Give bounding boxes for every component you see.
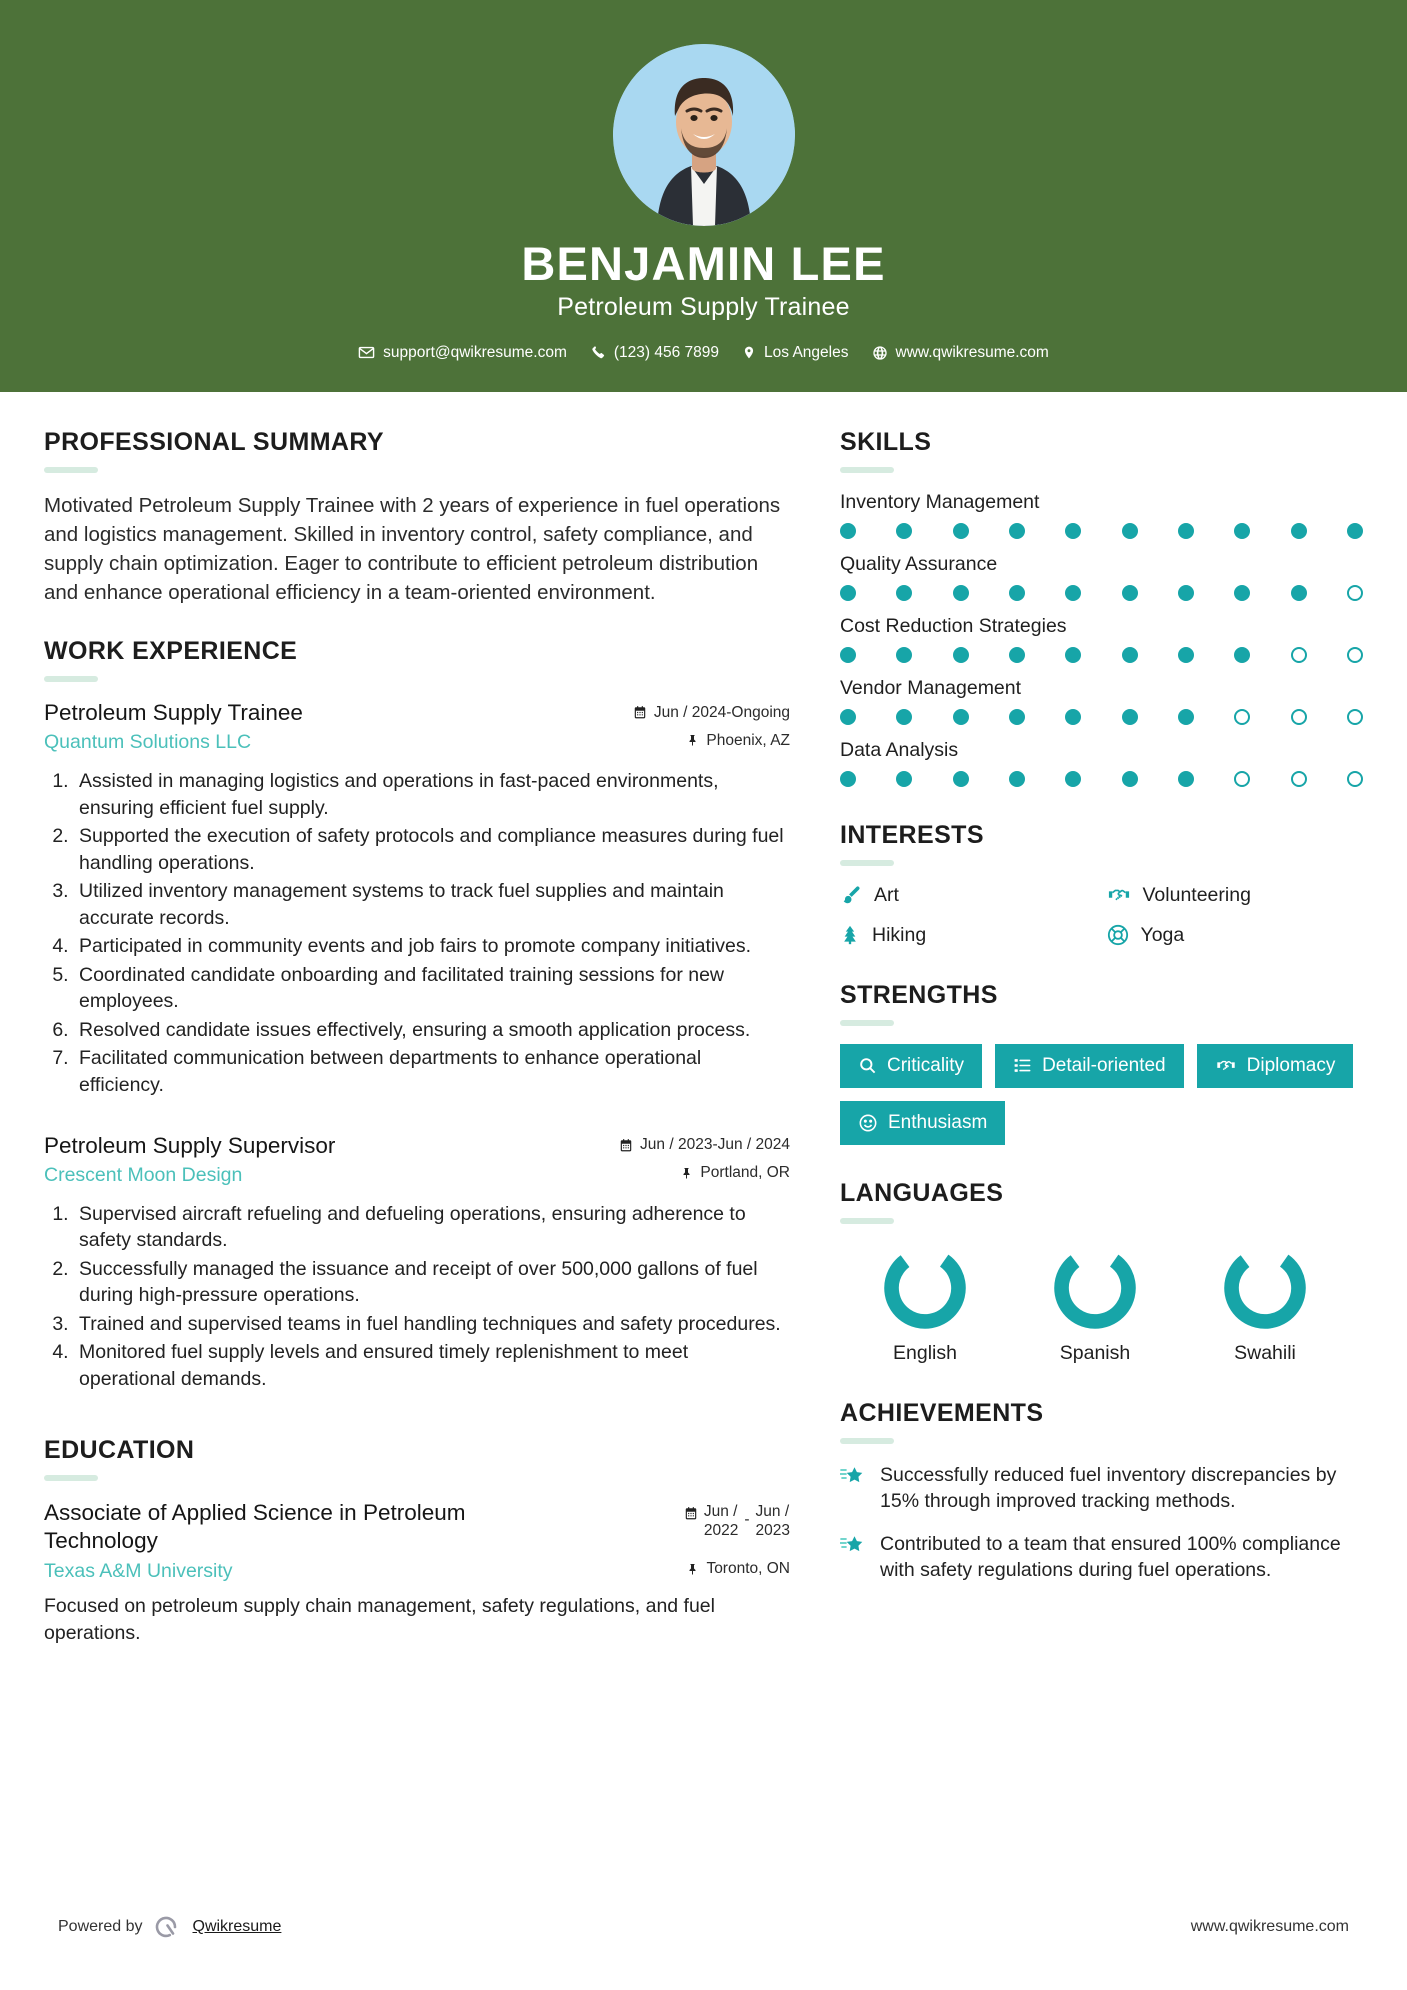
skill-dot-filled: [953, 585, 969, 601]
section-title-achievements: ACHIEVEMENTS: [840, 1398, 1044, 1427]
tree-icon: [840, 924, 860, 946]
job-position: Petroleum Supply Trainee: [44, 700, 303, 726]
section-title-skills: SKILLS: [840, 427, 932, 456]
shooting-star-icon: [840, 1465, 866, 1489]
contact-website-text: www.qwikresume.com: [895, 343, 1049, 361]
job-subtitle: Petroleum Supply Trainee: [557, 292, 850, 321]
job-bullet: 2. Successfully managed the issuance and receipt of over 500,000 gallons of fuel during high-pressure operations.: [74, 1256, 790, 1309]
interest-item: [840, 924, 1097, 947]
skill-dot-filled: [896, 523, 912, 539]
skill-dot-filled: [1122, 647, 1138, 663]
job-dates: [633, 704, 790, 722]
language-name: Spanish: [1059, 1341, 1131, 1364]
experience-item: [44, 700, 790, 1098]
globe-icon: [872, 345, 888, 361]
skill-dot-filled: [1009, 647, 1025, 663]
skill-rating: [840, 771, 1363, 787]
section-strengths: [840, 981, 1363, 1145]
job-location-text: Portland, OR: [700, 1164, 790, 1181]
section-rule: [840, 860, 894, 866]
experience-header-row: [44, 1133, 790, 1159]
job-position: Petroleum Supply Supervisor: [44, 1132, 336, 1158]
calendar-icon: [684, 1506, 698, 1521]
summary-text: Motivated Petroleum Supply Trainee with 2 years of experience in fuel operations and logistics management. Skilled in inventory control, safety compliance, and supply chain optimization. Eager to contribute to efficient petroleum distribution and enhance operational efficiency in a team-oriented environment.: [44, 493, 781, 605]
section-rule: [840, 467, 894, 473]
achievement-text: Successfully reduced fuel inventory discrepancies by 15% through improved tracking methods.: [880, 1463, 1337, 1513]
interest-label: Volunteering: [1142, 883, 1251, 906]
section-title-summary: PROFESSIONAL SUMMARY: [44, 427, 384, 456]
resume-header: [0, 0, 1407, 392]
skill-dot-filled: [1122, 523, 1138, 539]
interest-item: [1107, 884, 1364, 907]
skill-dot-filled: [896, 771, 912, 787]
skill-rating: [840, 585, 1363, 601]
interest-label: Hiking: [872, 923, 927, 946]
section-head: [840, 1179, 1363, 1224]
skill-dot-filled: [1178, 771, 1194, 787]
skill-dot-filled: [1178, 647, 1194, 663]
job-location-text: Phoenix, AZ: [706, 731, 790, 749]
avatar: [613, 44, 795, 226]
interests-grid: [840, 884, 1363, 947]
job-bullet: 6. Resolved candidate issues effectively, ensuring a smooth application process.: [74, 1017, 790, 1044]
education-date-end: [756, 1503, 790, 1541]
section-head: [44, 637, 790, 682]
skill-dot-filled: [953, 771, 969, 787]
education-location-text: Toronto, ON: [706, 1560, 790, 1578]
job-location: [687, 732, 790, 750]
achievement-item: [840, 1462, 1363, 1515]
skill-dot-filled: [1009, 585, 1025, 601]
skill-dot-filled: [1291, 523, 1307, 539]
skill-dot-filled: [896, 709, 912, 725]
job-company: Crescent Moon Design: [44, 1163, 243, 1186]
paintbrush-icon: [840, 884, 862, 906]
skill-name: Inventory Management: [840, 490, 1040, 513]
skill-dot-filled: [1065, 771, 1081, 787]
experience-header-row: [44, 700, 790, 726]
strength-label: Enthusiasm: [888, 1111, 988, 1133]
section-head: [840, 428, 1363, 473]
skill-dot-filled: [1234, 523, 1250, 539]
skill-name: Cost Reduction Strategies: [840, 614, 1067, 637]
skill-dot-filled: [896, 647, 912, 663]
page-footer: [0, 1912, 1407, 1942]
skill-dot-filled: [1065, 709, 1081, 725]
education-date-start-year: 2022: [703, 1522, 739, 1540]
skill-dot-filled: [1009, 709, 1025, 725]
list-icon: [1013, 1056, 1032, 1075]
lifebuoy-icon: [1107, 924, 1129, 946]
education-dates: [684, 1499, 790, 1541]
contact-email[interactable]: [351, 344, 574, 362]
pushpin-icon: [687, 1562, 699, 1577]
language-donut-swahili: [1219, 1242, 1311, 1334]
section-head: [840, 1399, 1363, 1444]
handshake-icon: [1107, 884, 1131, 906]
skill-dot-filled: [896, 585, 912, 601]
interest-item: [840, 884, 1097, 907]
skill-dot-filled: [840, 585, 856, 601]
job-dates-text: Jun / 2024-Ongoing: [653, 703, 790, 721]
skill-dot-filled: [1178, 709, 1194, 725]
education-school: Texas A&M University: [44, 1559, 233, 1582]
job-bullets: [44, 1201, 790, 1393]
skill-dot-filled: [1065, 523, 1081, 539]
skill-dot-empty: [1234, 709, 1250, 725]
shooting-star-icon: [840, 1534, 866, 1558]
education-date-start-month: Jun /: [703, 1503, 738, 1521]
section-languages: [840, 1179, 1363, 1365]
skill-dot-filled: [1234, 585, 1250, 601]
language-donut-english: [879, 1242, 971, 1334]
skill-rating: [840, 709, 1363, 725]
languages-row: [840, 1242, 1363, 1365]
job-bullet: 7. Facilitated communication between departments to enhance operational efficiency.: [74, 1045, 790, 1098]
section-rule: [44, 467, 98, 473]
education-location: [687, 1560, 790, 1578]
interest-label: Art: [874, 883, 899, 906]
footer-brand-link[interactable]: Qwikresume: [192, 1918, 282, 1935]
right-column: [834, 428, 1363, 1677]
section-rule: [840, 1020, 894, 1026]
job-bullet: 4. Monitored fuel supply levels and ensured timely replenishment to meet operational demands.: [74, 1339, 790, 1392]
job-bullet: 1. Supervised aircraft refueling and defueling operations, ensuring adherence to safety standards.: [74, 1201, 790, 1254]
education-subheader-row: [44, 1560, 790, 1583]
pushpin-icon: [687, 733, 699, 748]
footer-website: www.qwikresume.com: [1190, 1918, 1349, 1935]
contact-phone-text: (123) 456 7899: [613, 343, 720, 361]
job-company: Quantum Solutions LLC: [44, 731, 252, 754]
education-description: Focused on petroleum supply chain management, safety regulations, and fuel operations.: [44, 1594, 715, 1644]
education-date-start: [704, 1503, 738, 1541]
skill-dot-filled: [1122, 771, 1138, 787]
skill-dot-filled: [1347, 523, 1363, 539]
skill-dot-filled: [1234, 647, 1250, 663]
smiley-icon: [858, 1113, 878, 1133]
experience-item: [44, 1133, 790, 1393]
strength-label: Diplomacy: [1246, 1054, 1336, 1076]
language-item: [1180, 1242, 1350, 1365]
contact-location-text: Los Angeles: [764, 343, 849, 361]
section-rule: [840, 1218, 894, 1224]
language-item: [840, 1242, 1010, 1365]
skill-item: [840, 553, 1363, 601]
skill-name: Vendor Management: [840, 676, 1022, 699]
pushpin-icon: [681, 1166, 693, 1181]
section-title-education: EDUCATION: [44, 1436, 195, 1465]
section-achievements: [840, 1399, 1363, 1584]
footer-powered-label: Powered by: [58, 1918, 143, 1935]
contact-email-text: support@qwikresume.com: [383, 343, 567, 361]
education-item: [44, 1499, 790, 1647]
skill-dot-filled: [1122, 709, 1138, 725]
skill-dot-empty: [1291, 647, 1307, 663]
strengths-chips: [840, 1044, 1363, 1145]
job-bullet: 3. Utilized inventory management systems to track fuel supplies and maintain accurate records.: [74, 878, 790, 931]
skill-dot-empty: [1347, 771, 1363, 787]
skill-dot-empty: [1347, 647, 1363, 663]
portrait-photo-icon: [613, 44, 795, 226]
skill-dot-filled: [953, 647, 969, 663]
language-donut-spanish: [1049, 1242, 1141, 1334]
strength-label: Criticality: [887, 1054, 965, 1076]
skill-name: Quality Assurance: [840, 552, 998, 575]
achievement-text: Contributed to a team that ensured 100% compliance with safety regulations during fuel operations.: [880, 1532, 1341, 1582]
interest-item: [1107, 924, 1364, 947]
section-rule: [840, 1438, 894, 1444]
skill-dot-filled: [953, 523, 969, 539]
skill-item: [840, 615, 1363, 663]
section-head: [44, 428, 790, 473]
resume-body: [0, 392, 1407, 1677]
skill-dot-filled: [1291, 585, 1307, 601]
strength-label: Detail-oriented: [1042, 1054, 1166, 1076]
footer-powered-by: [58, 1912, 281, 1942]
skill-dot-empty: [1291, 771, 1307, 787]
section-head: [840, 821, 1363, 866]
skill-dot-filled: [1065, 585, 1081, 601]
skill-dot-empty: [1291, 709, 1307, 725]
job-location: [681, 1164, 790, 1182]
skill-dot-filled: [840, 647, 856, 663]
job-bullet: 4. Participated in community events and job fairs to promote company initiatives.: [74, 933, 790, 960]
skill-dot-empty: [1347, 585, 1363, 601]
page-title: BENJAMIN LEE: [521, 237, 886, 290]
strength-chip-diplomacy[interactable]: [1197, 1044, 1354, 1088]
section-work-experience: [44, 637, 790, 1392]
language-name: English: [893, 1341, 957, 1364]
handshake-icon: [1215, 1056, 1237, 1075]
education-header-row: [44, 1499, 790, 1554]
section-rule: [44, 676, 98, 682]
calendar-icon: [619, 1138, 633, 1153]
experience-subheader-row: [44, 1164, 790, 1187]
skill-dot-empty: [1234, 771, 1250, 787]
interest-label: Yoga: [1140, 923, 1185, 946]
section-title-languages: LANGUAGES: [840, 1178, 1004, 1207]
left-column: [44, 428, 834, 1677]
magnifier-icon: [858, 1056, 877, 1075]
skill-dot-filled: [1009, 771, 1025, 787]
map-pin-icon: [742, 344, 756, 361]
section-title-strengths: STRENGTHS: [840, 980, 998, 1009]
skill-item: [840, 739, 1363, 787]
experience-subheader-row: [44, 731, 790, 754]
section-head: [840, 981, 1363, 1026]
section-education: [44, 1436, 790, 1647]
strength-chip-detail-oriented[interactable]: [995, 1044, 1184, 1088]
education-date-end-year: 2023: [755, 1522, 790, 1540]
contact-website[interactable]: [865, 344, 1056, 362]
envelope-icon: [358, 344, 375, 361]
skill-dot-filled: [1009, 523, 1025, 539]
skill-dot-filled: [840, 523, 856, 539]
contact-location[interactable]: [735, 344, 855, 362]
skill-dot-filled: [953, 709, 969, 725]
job-bullet: 1. Assisted in managing logistics and operations in fast-paced environments, ensuring efficient fuel supply.: [74, 768, 790, 821]
skill-rating: [840, 647, 1363, 663]
skill-item: [840, 491, 1363, 539]
section-rule: [44, 1475, 98, 1481]
section-skills: [840, 428, 1363, 787]
skill-dot-empty: [1347, 709, 1363, 725]
job-bullet: 3. Trained and supervised teams in fuel handling techniques and safety procedures.: [74, 1311, 790, 1338]
job-bullet: 2. Supported the execution of safety protocols and compliance measures during fuel handling operations.: [74, 823, 790, 876]
skill-rating: [840, 523, 1363, 539]
section-interests: [840, 821, 1363, 947]
skill-dot-filled: [1065, 647, 1081, 663]
language-name: Swahili: [1234, 1341, 1296, 1364]
skill-dot-filled: [1178, 585, 1194, 601]
skill-dot-filled: [1122, 585, 1138, 601]
section-title-experience: WORK EXPERIENCE: [44, 637, 298, 666]
qwikresume-logo-icon: [153, 1912, 183, 1942]
skill-name: Data Analysis: [840, 738, 959, 761]
skill-item: [840, 677, 1363, 725]
job-dates: [619, 1136, 790, 1154]
skill-dot-filled: [840, 709, 856, 725]
phone-icon: [590, 345, 606, 361]
education-degree: Associate of Applied Science in Petroleum Technology: [44, 1500, 466, 1553]
education-date-end-month: Jun /: [755, 1503, 790, 1521]
section-professional-summary: [44, 428, 790, 607]
strength-chip-criticality[interactable]: [840, 1044, 982, 1088]
calendar-icon: [633, 705, 647, 720]
section-head: [44, 1436, 790, 1481]
contact-bar: [0, 344, 1407, 362]
job-bullets: [44, 768, 790, 1098]
job-bullet: 5. Coordinated candidate onboarding and facilitated training sessions for new employees.: [74, 962, 790, 1015]
contact-phone[interactable]: [583, 344, 726, 362]
section-title-interests: INTERESTS: [840, 820, 984, 849]
education-date-separator: -: [744, 1511, 750, 1529]
job-dates-text: Jun / 2023-Jun / 2024: [640, 1136, 790, 1153]
language-item: [1010, 1242, 1180, 1365]
skill-dot-filled: [1178, 523, 1194, 539]
strength-chip-enthusiasm[interactable]: [840, 1101, 1005, 1145]
achievement-item: [840, 1531, 1363, 1584]
skill-dot-filled: [840, 771, 856, 787]
